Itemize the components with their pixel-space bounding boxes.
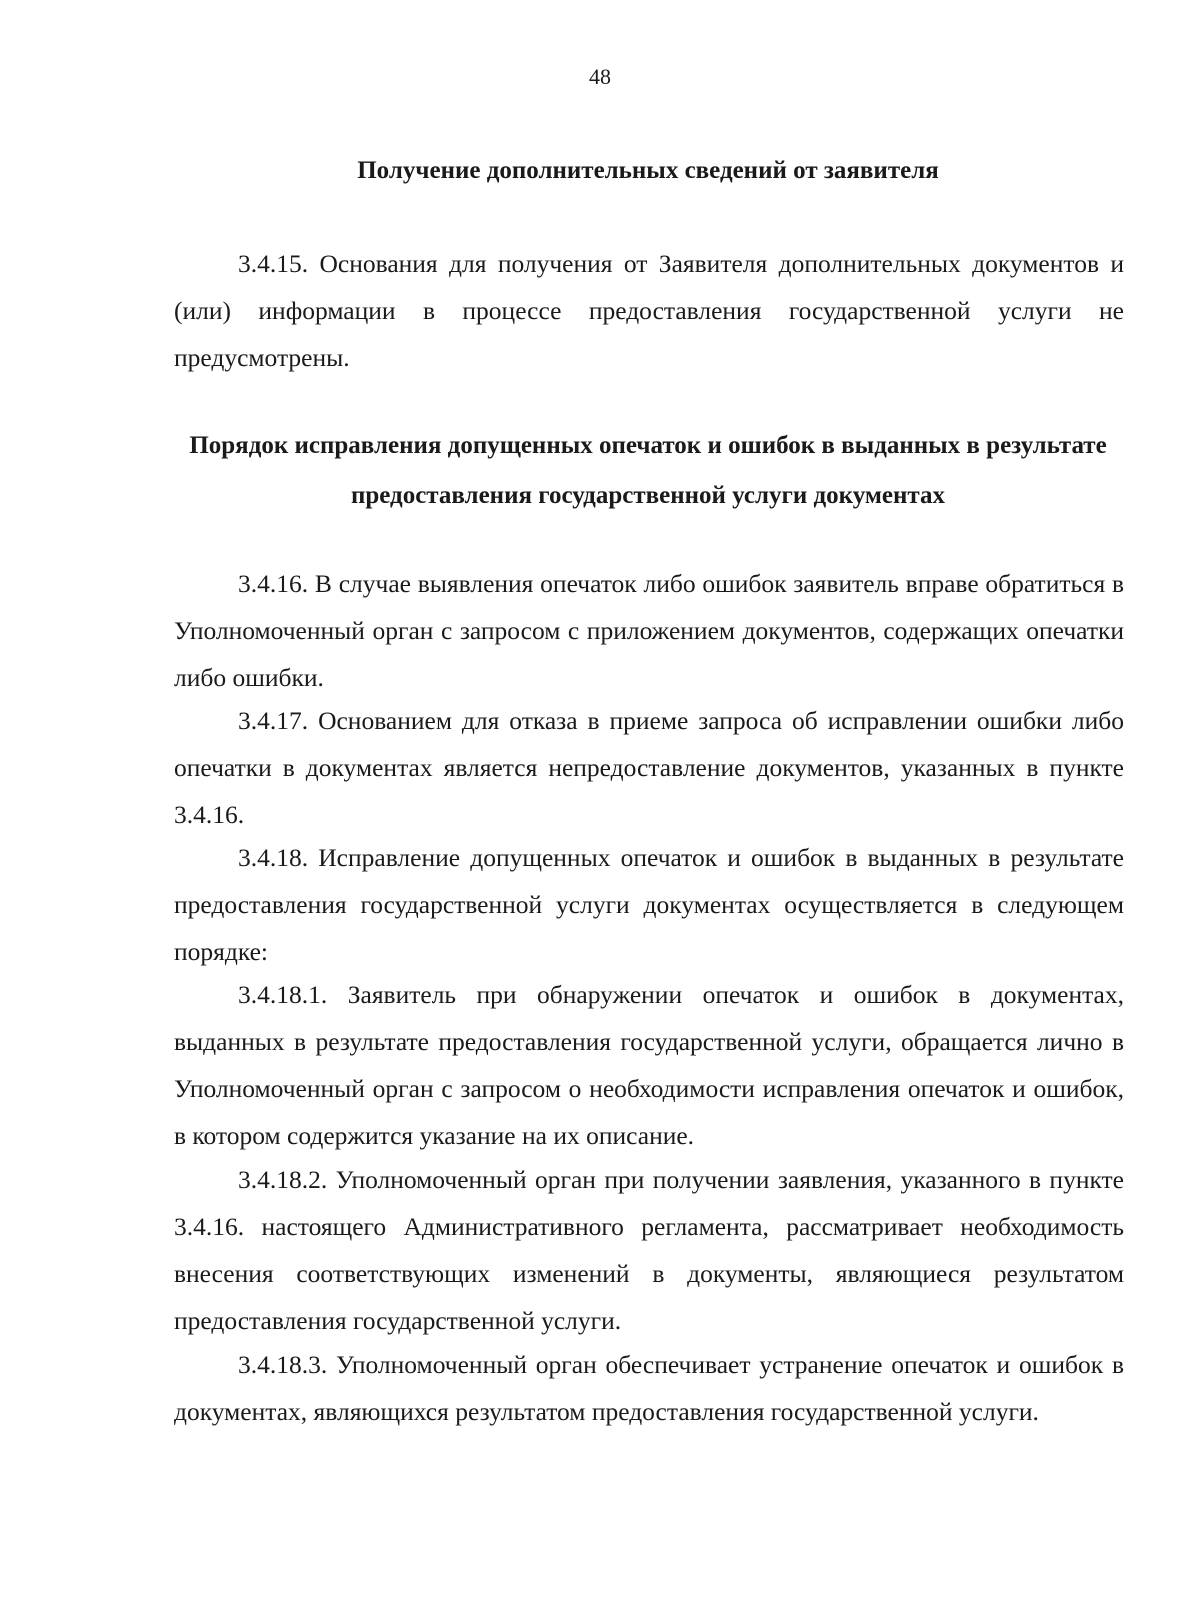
paragraph-3-4-18: 3.4.18. Исправление допущенных опечаток и ошибок в выданных в результате предоставления государственной услуги документах осуществляется в следующем порядке: (174, 843, 1124, 966)
paragraph-3-4-18-2: 3.4.18.2. Уполномоченный орган при получении заявления, указанного в пункте 3.4.16. настоящего Административного регламента, рассматривает необходимость внесения соответствующих изменений в документы, являющиеся результатом предоставления государственной услуги. (174, 1165, 1124, 1335)
paragraph-3-4-17: 3.4.17. Основанием для отказа в приеме запроса об исправлении ошибки либо опечатки в документах является непредоставление документов, указанных в пункте 3.4.16. (174, 706, 1124, 829)
section-heading-error-correction: Порядок исправления допущенных опечаток и ошибок в выданных в результате предоставления государственной услуги документах (189, 432, 1107, 509)
paragraph-3-4-15: 3.4.15. Основания для получения от Заявителя дополнительных документов и (или) информации в процессе предоставления государственной услуги не предусмотрены. (174, 249, 1124, 372)
paragraph-3-4-18-3: 3.4.18.3. Уполномоченный орган обеспечивает устранение опечаток и ошибок в документах, являющихся результатом предоставления государственной услуги. (174, 1350, 1124, 1426)
paragraph-3-4-16: 3.4.16. В случае выявления опечаток либо ошибок заявитель вправе обратиться в Уполномоченный орган с запросом с приложением документов, содержащих опечатки либо ошибки. (174, 569, 1124, 692)
page-number: 48 (589, 64, 611, 89)
paragraph-3-4-18-1: 3.4.18.1. Заявитель при обнаружении опечаток и ошибок в документах, выданных в результате предоставления государственной услуги, обращается лично в Уполномоченный орган с запросом о необходимости исправления опечаток и ошибок, в котором содержится указание на их описание. (174, 980, 1124, 1150)
section-heading-additional-info: Получение дополнительных сведений от заявителя (357, 157, 939, 184)
